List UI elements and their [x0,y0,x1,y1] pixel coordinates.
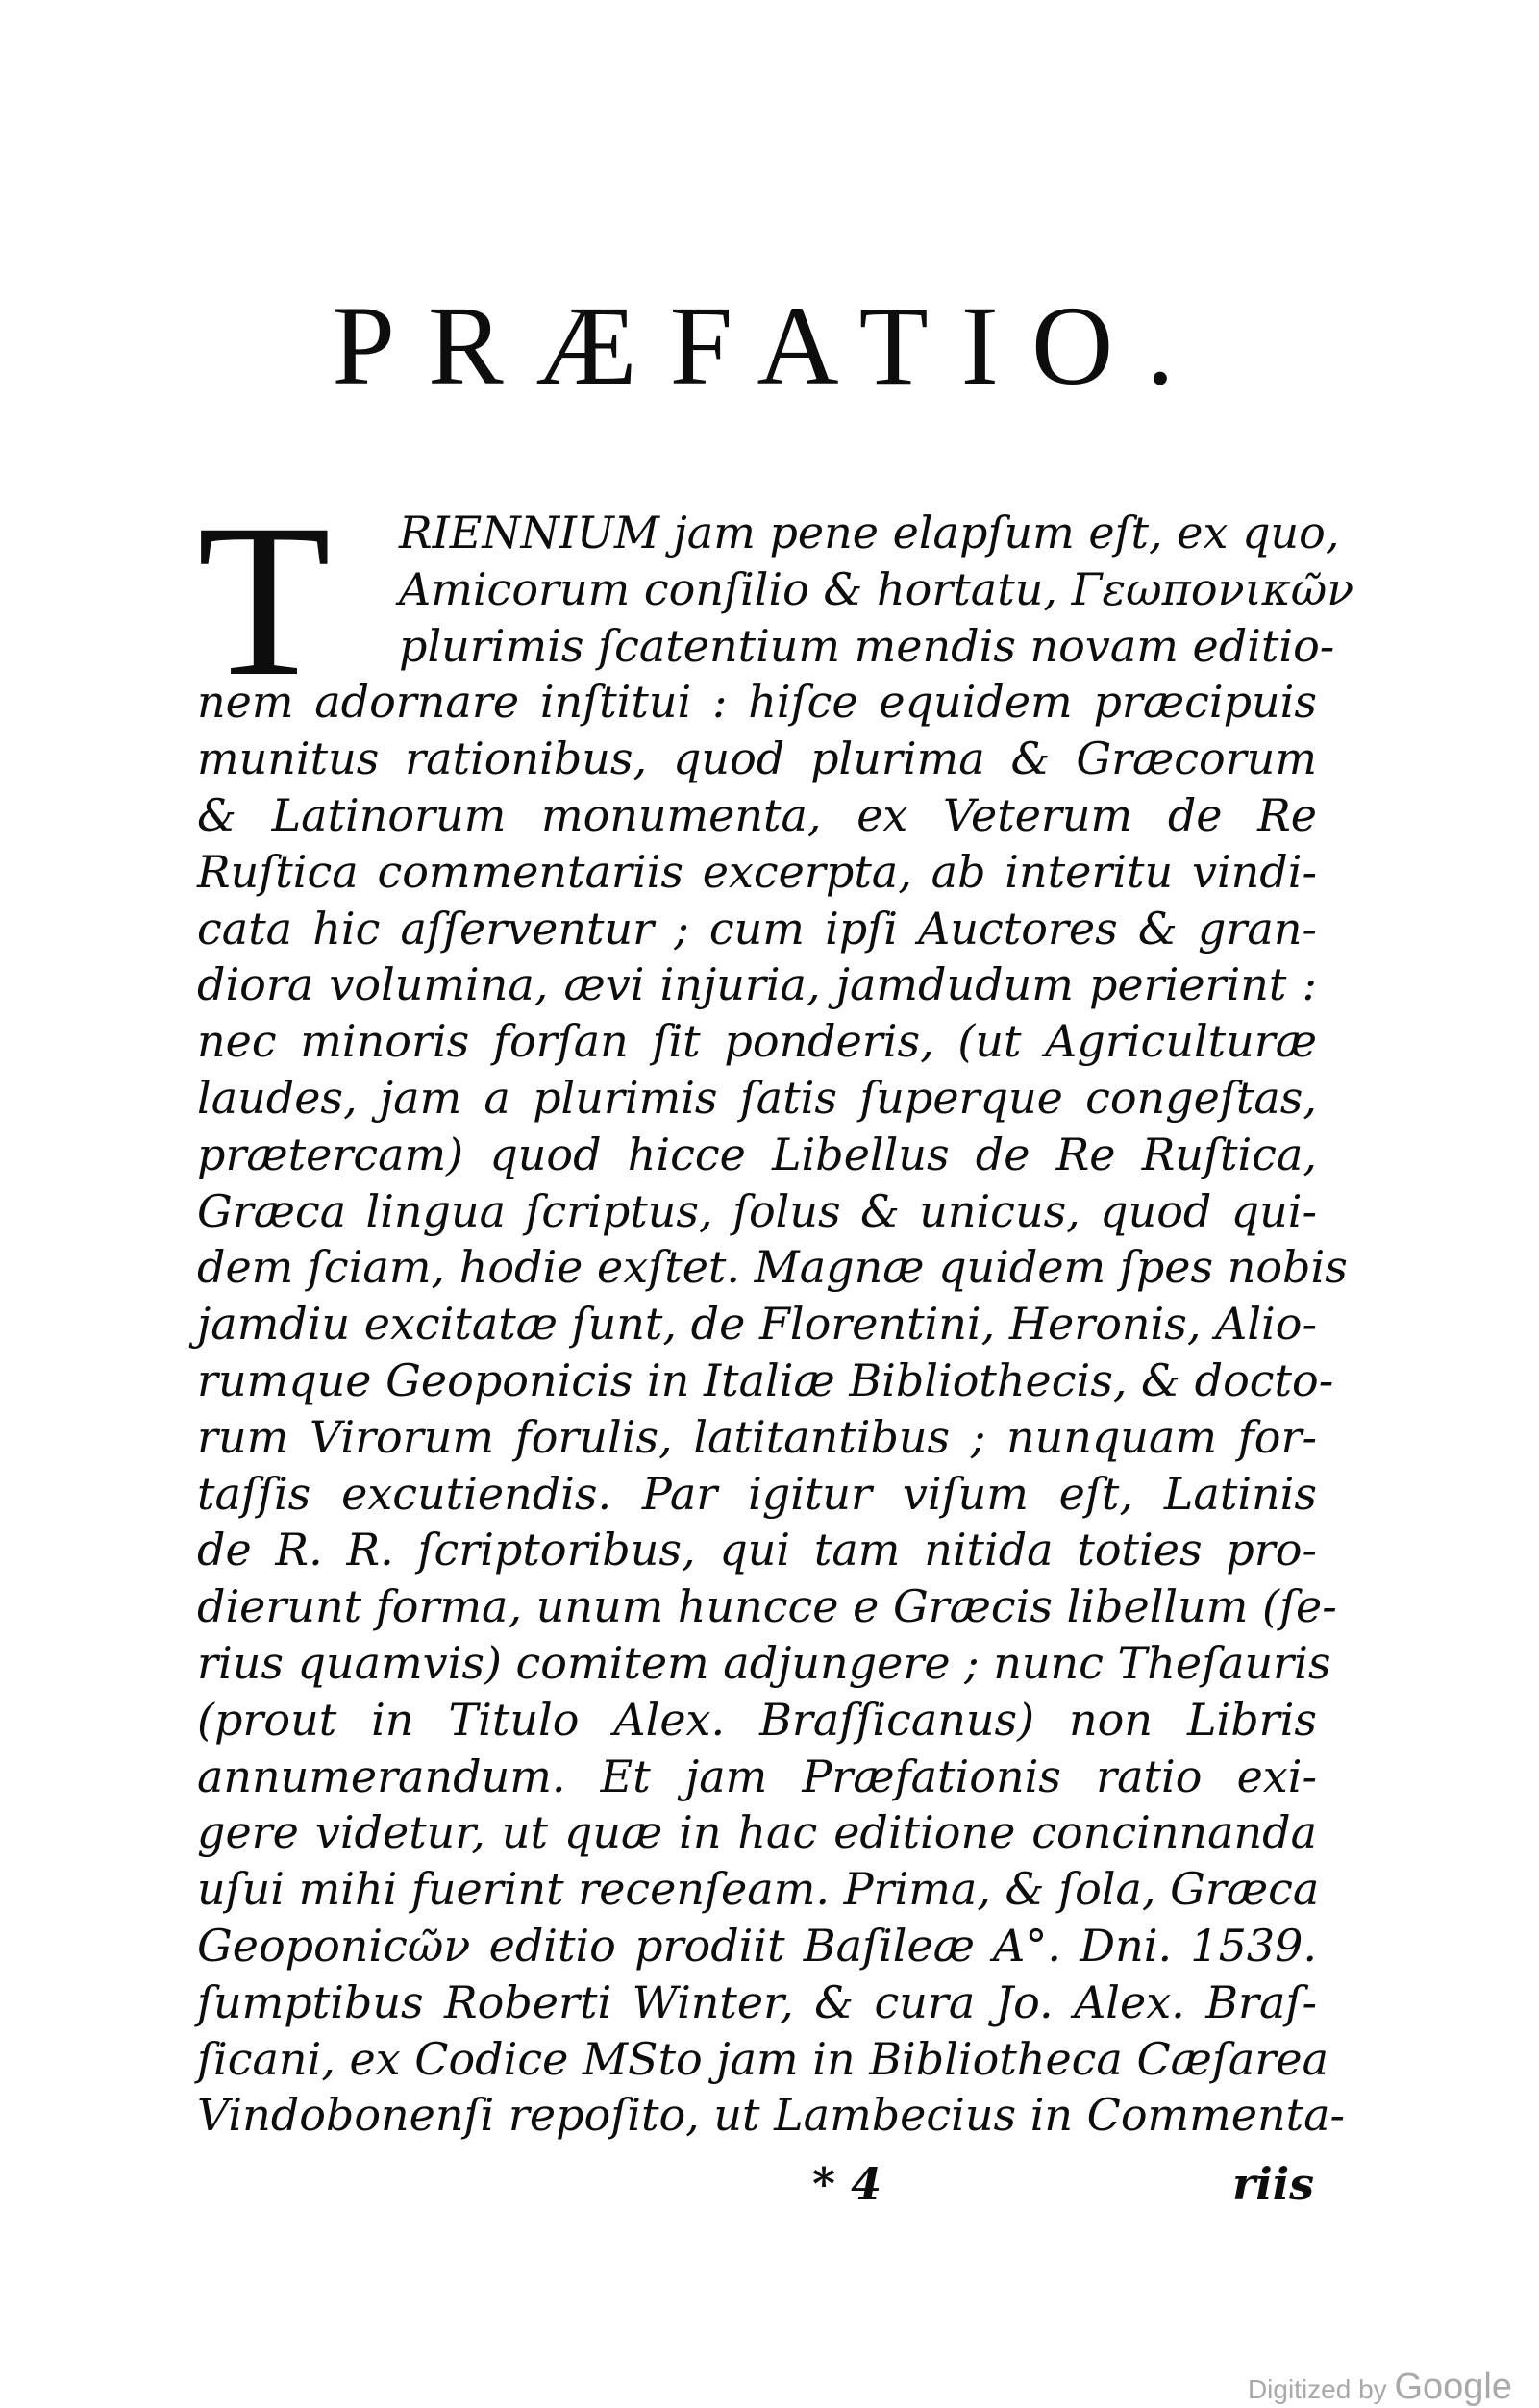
page-title: PRÆFATIO. [332,283,1207,409]
text-line: ſumptibus Roberti Winter, & cura Jo. Alex. Braſ- [197,1975,1317,2028]
text-line: & Latinorum monumenta, ex Veterum de Re [197,788,1317,841]
text-line: Geoponicῶν editio prodiit Baſileæ A°. Dni. 1539. [197,1919,1317,1972]
digitized-watermark [1248,2367,1512,2408]
watermark-prefix: Digitized by [1247,2374,1395,2404]
text-line: taſſis excutiendis. Par igitur viſum eſt, Latinis [197,1467,1317,1520]
text-line: annumerandum. Et jam Præfationis ratio exi- [197,1750,1317,1802]
preface-text [197,480,1354,2144]
text-line: RIENNIUM jam pene elapſum eſt, ex quo, [399,507,1340,559]
text-line: nec minoris forſan ſit ponderis, (ut Agriculturæ [197,1015,1317,1068]
page-foot [0,2158,1539,2216]
text-line: Vindobonenſi repoſito, ut Lambecius in Commenta- [197,2089,1346,2142]
text-line: prætercam) quod hicce Libellus de Re Ruſtica, [197,1128,1317,1180]
signature-mark: * 4 [812,2158,882,2210]
text-line: plurimis ſcatentium mendis novam editio- [399,619,1335,672]
text-line: rum Virorum forulis, latitantibus ; nunquam for- [197,1410,1317,1463]
text-line: diora volumina, ævi injuria, jamdudum perierint : [197,958,1317,1011]
catchword: riis [1232,2158,1315,2210]
text-line: laudes, jam a plurimis ſatis ſuperque congeſtas, [197,1071,1317,1124]
text-line: ſicani, ex Codice MSto jam in Bibliotheca Cæſarea [197,2032,1328,2085]
drop-cap: T [197,480,332,722]
text-line: uſui mihi fuerint recenſeam. Prima, & ſola, Græca [197,1863,1320,1916]
text-line: nem adornare inſtitui : hiſce equidem præcipuis [197,676,1317,729]
text-line: jamdiu excitatæ ſunt, de Florentini, Heronis, Alio- [197,1298,1317,1351]
text-line: (prout in Titulo Alex. Braſſicanus) non Libris [197,1693,1317,1746]
text-line: rius quamvis) comitem adjungere ; nunc Theſauris [197,1636,1331,1689]
text-line: Græca lingua ſcriptus, ſolus & unicus, quod qui- [197,1184,1317,1237]
text-line: Ruſtica commentariis excerpta, ab interitu vindi- [197,845,1317,898]
text-line: cata hic aſſerventur ; cum ipſi Auctores & gran- [197,902,1317,955]
text-line: gere videtur, ut quæ in hac editione concinnanda [197,1806,1317,1859]
text-line: munitus rationibus, quod plurima & Græcorum [197,732,1317,785]
text-line: dierunt forma, unum huncce e Græcis libellum (ſe- [197,1580,1337,1633]
text-line: rumque Geoponicis in Italiæ Bibliothecis, & docto- [197,1353,1334,1406]
text-line: dem ſciam, hodie exſtet. Magnæ quidem ſpes nobis [197,1241,1348,1294]
text-line: de R. R. ſcriptoribus, qui tam nitida toties pro- [197,1524,1317,1576]
watermark-brand: Google [1394,2367,1512,2407]
text-line: Amicorum conſilio & hortatu, Γεωπονικῶν [399,562,1354,615]
